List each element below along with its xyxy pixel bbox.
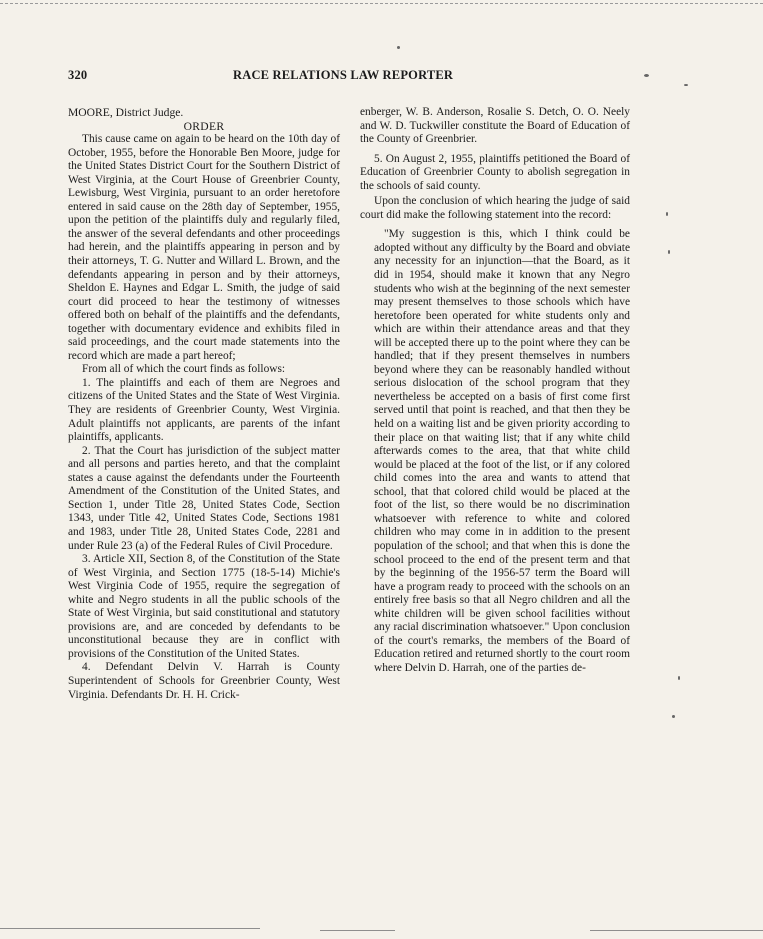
quote-text: "My suggestion is this, which I think could be adopted without any difficulty by the Board and obviate any necessity for an injunction—that the Board, as it did in 1954, should make it known that any Negro students who wish at the beginning of the next semester may present themselves to those schools which have heretofore been operated for white students only and which are within their attendance areas and that they will be accepted there up to the point where they can be handled; that if they present themselves in numbers beyond where they can be reasonably handled without serious dislocation of the school program that they nevertheless be accepted on a basis of first come first served until that point is reached, and that then they be held on a waiting list and be given priority according to their place on that waiting list; that if any white child afterwards comes to the area, that that white child would be placed at the foot of the list, or if any colored child comes into the area and wants to attend that school, that that colored child would be placed at the foot of the list, so there would be no discrimination whatsoever with reference to white and colored children who may come in in addition to the present population of the school; and that when this is done the school proceed to the end of the present term and that by the beginning of the 1956-57 term the Board will have a program ready to proceed with the schools on an entirely free basis so that all Negro children and all the white children will be given school facilities without any racial discrimination whatsoever." Upon conclusion of the court's remarks, the members of the Board of Education retired and returned shortly to the court room where Delvin D. Harrah, one of the parties de- bbox=[374, 228, 630, 674]
bottom-rule bbox=[320, 930, 395, 931]
top-perforation-rule bbox=[0, 3, 763, 4]
paragraph: 5. On August 2, 1955, plaintiffs petitioned the Board of Education of Greenbrier County to abolish segregation in the schools of said county. bbox=[360, 152, 630, 192]
paragraph: 3. Article XII, Section 8, of the Constitution of the State of West Virginia, and Section 1775 (18-5-14) Michie's West Virginia Code of 1955, require the segregation of white and Negro students in all the public schools of the State of West Virginia, but said constitutional and statutory provisions are, and are conceded by defendants to be unconstitutional because they are in conflict with provisions of the Constitution of the United States. bbox=[68, 553, 340, 660]
running-title: RACE RELATIONS LAW REPORTER bbox=[233, 68, 454, 82]
judge-name: MOORE, District Judge. bbox=[68, 106, 184, 119]
continued-paragraph: enberger, W. B. Anderson, Rosalie S. Detch, O. O. Neely and W. D. Tuckwiller constitute the Board of Education of the County of Greenbrier. bbox=[360, 106, 630, 146]
paragraph: Upon the conclusion of which hearing the judge of said court did make the following statement into the record: bbox=[360, 195, 630, 221]
right-column bbox=[360, 106, 630, 675]
scan-speck bbox=[678, 676, 680, 680]
paragraph: From all of which the court finds as follows: bbox=[82, 363, 286, 376]
paragraph: 2. That the Court has jurisdiction of the subject matter and all persons and parties hereto, and that the complaint states a cause against the defendants under the Fourteenth Amendment of the Constitution of the United States, and Section 1, under Title 28, United States Code, Section 1343, under Title 42, United States Code, Sections 1981 and 1983, under Title 28, United States Code, 2281 and under Rule 23 (a) of the Federal Rules of Civil Procedure. bbox=[68, 444, 340, 552]
block-quote bbox=[360, 228, 630, 675]
order-title: ORDER bbox=[183, 119, 225, 133]
scan-speck bbox=[668, 250, 670, 254]
paragraph: This cause came on again to be heard on the 10th day of October, 1955, before the Honorable Ben Moore, judge for the United States District Court for the Southern District of West Virginia, at the Court House of Greenbrier County, Lewisburg, West Virginia, pursuant to an order heretofore entered in said cause on the 28th day of September, 1955, upon the petition of the plaintiffs duly and regularly filed, the answer of the several defendants and other proceedings had herein, and the plaintiffs appearing in person and by their attorneys, T. G. Nutter and Willard L. Brown, and the defendants appearing in person and by their attorneys, Sheldon E. Haynes and Edgar L. Smith, the judge of said court did proceed to hear the testimony of witnesses offered both on behalf of the plaintiffs and the defendants, together with documentary evidence and exhibits filed in said proceedings, and the court made statements into the record which are made a part hereof; bbox=[68, 133, 340, 362]
page-number: 320 bbox=[68, 68, 88, 82]
bottom-rule bbox=[590, 930, 763, 931]
scan-speck bbox=[397, 46, 400, 49]
paragraph: 1. The plaintiffs and each of them are Negroes and citizens of the United States and the State of West Virginia. They are residents of Greenbrier County, West Virginia. Adult plaintiffs not applicants, are parents of the infant plaintiffs, applicants. bbox=[68, 376, 340, 444]
paragraph: 4. Defendant Delvin V. Harrah is County Superintendent of Schools for Greenbrier County, West Virginia. Defendants Dr. H. H. Crick- bbox=[68, 661, 340, 701]
page-header bbox=[68, 68, 708, 86]
left-column bbox=[68, 106, 340, 702]
scan-speck bbox=[666, 212, 668, 216]
scan-speck bbox=[672, 715, 675, 718]
bottom-rule bbox=[0, 928, 260, 929]
